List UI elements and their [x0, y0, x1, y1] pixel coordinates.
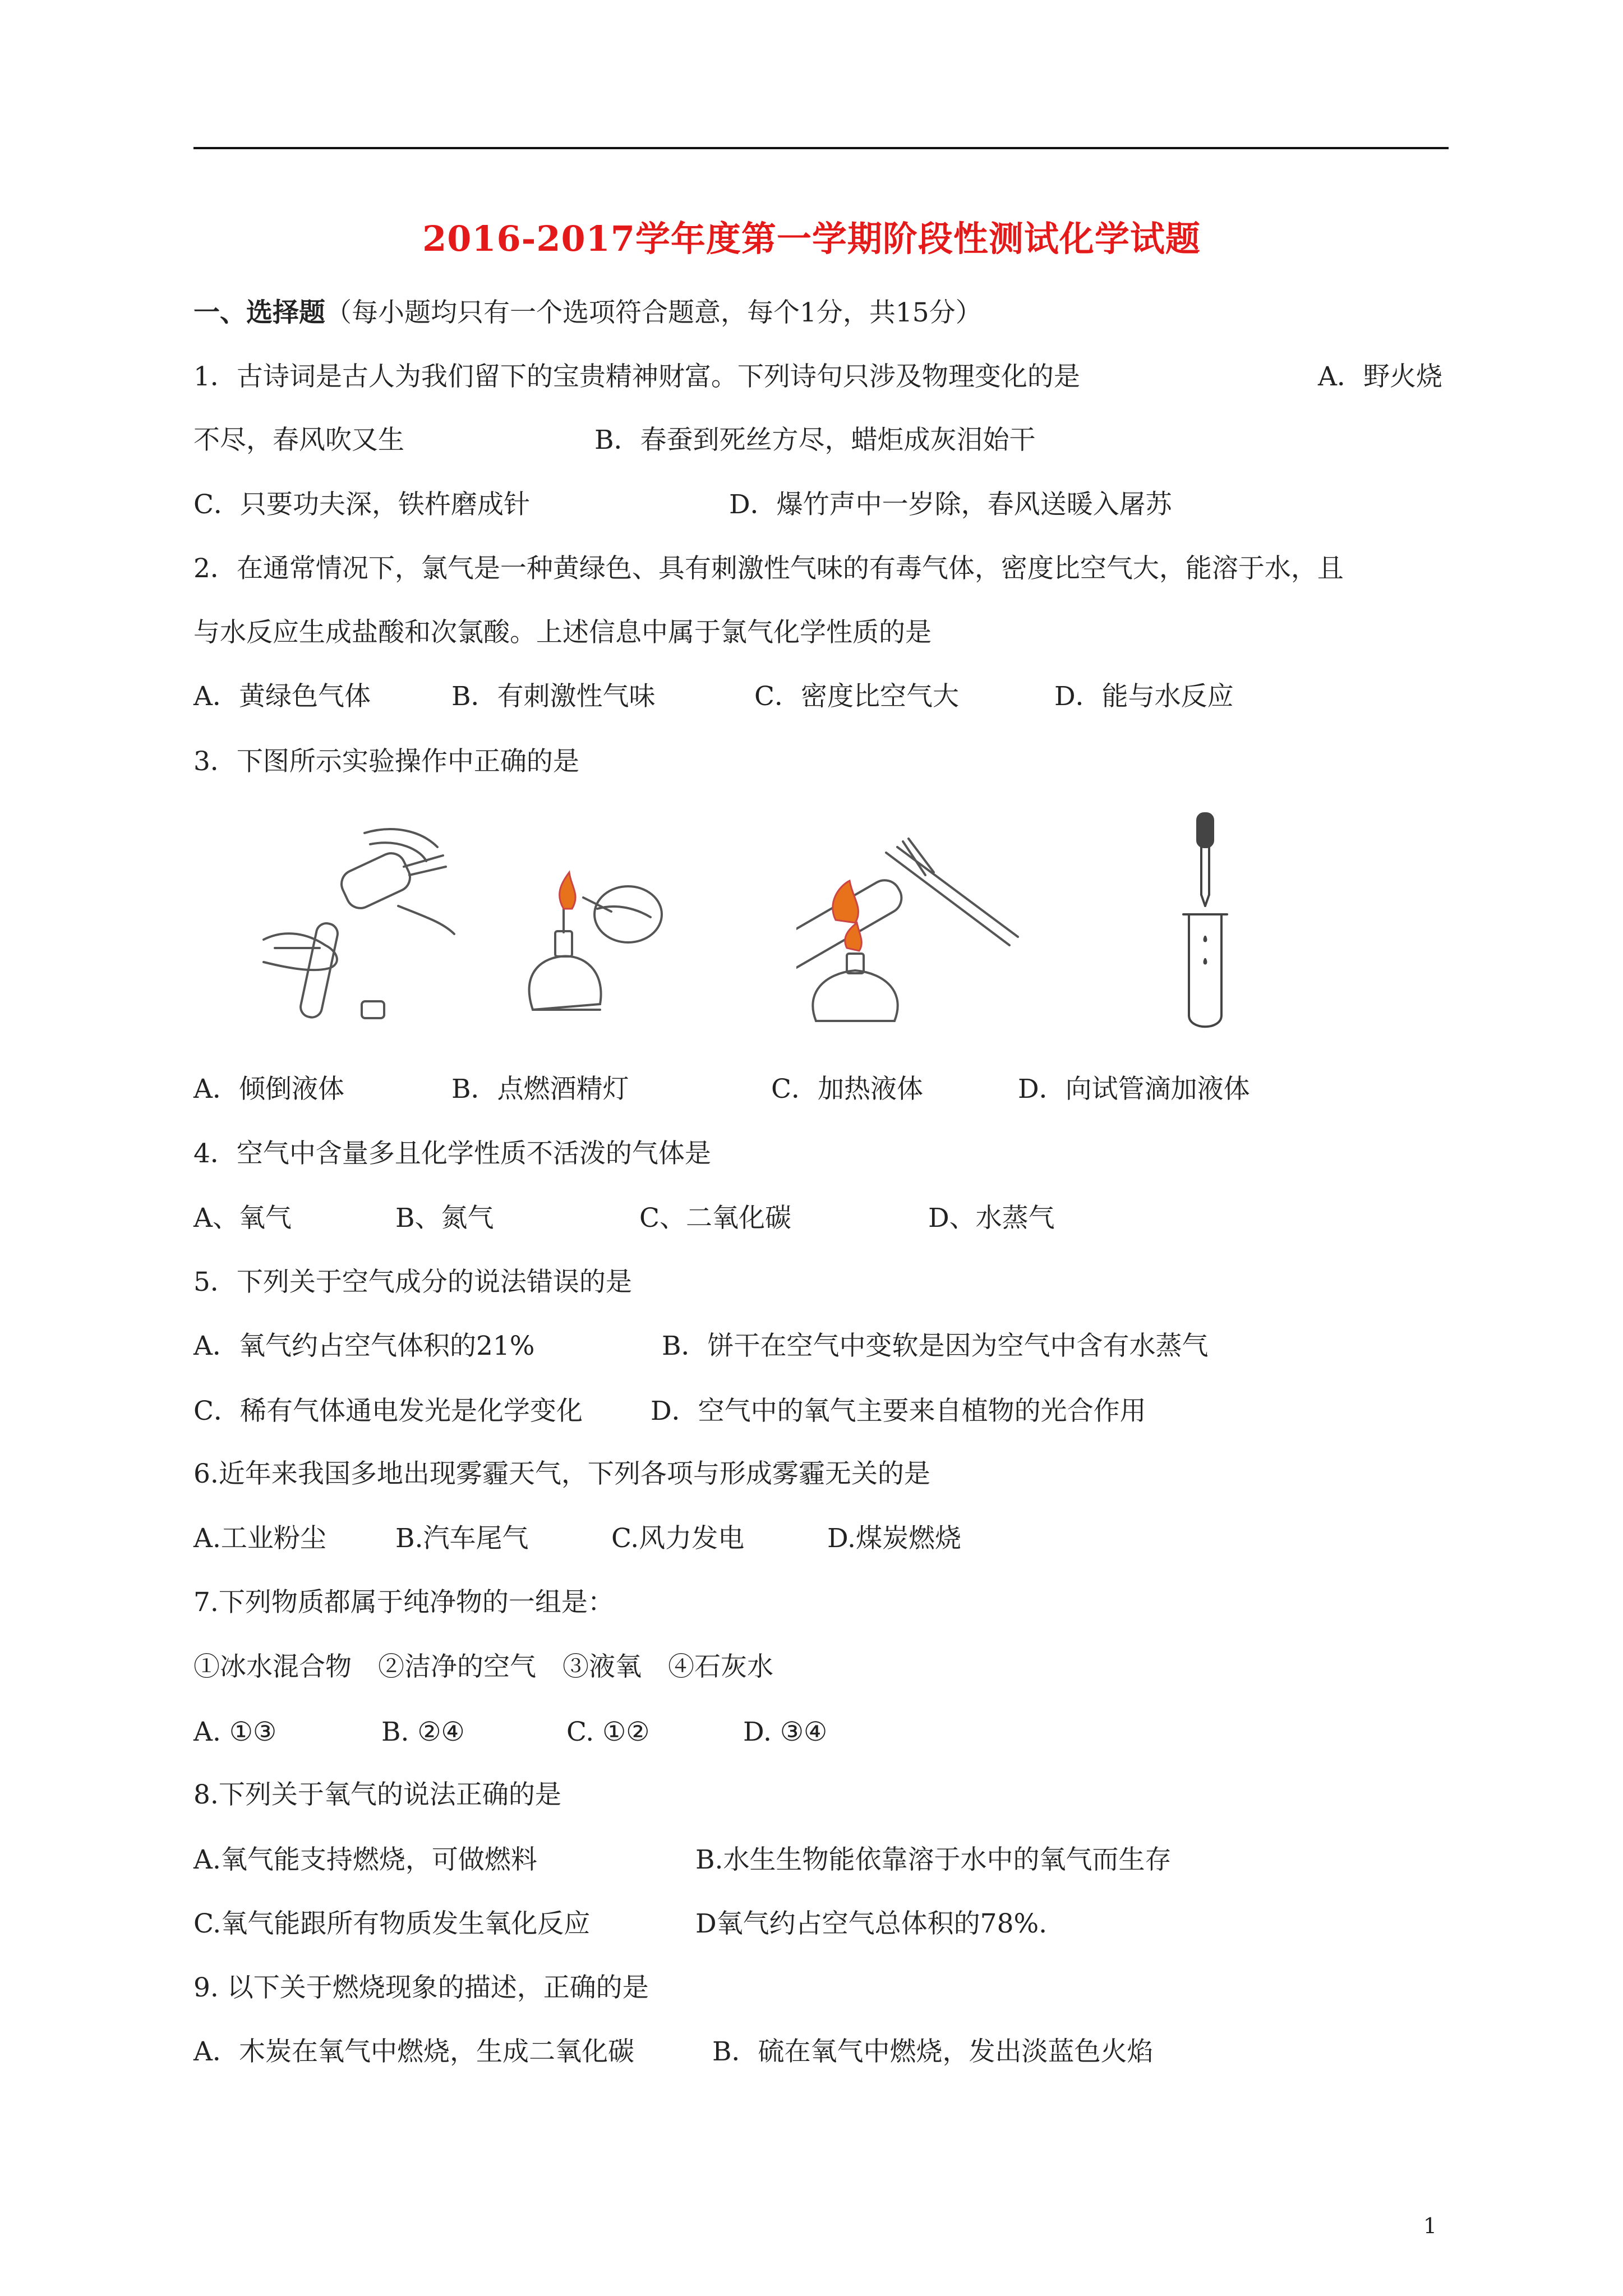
q5-option-c: C．稀有气体通电发光是化学变化	[193, 1396, 583, 1427]
q3-option-b: B．点燃酒精灯	[451, 1074, 629, 1105]
q1-option-a-cont: 不尽，春风吹又生	[193, 425, 404, 455]
q3-stem: 3．下图所示实验操作中正确的是	[193, 746, 579, 777]
q9-option-b: B．硫在氧气中燃烧，发出淡蓝色火焰	[712, 2036, 1154, 2067]
q6-option-b: B.汽车尾气	[395, 1523, 529, 1554]
q2-stem-line2: 与水反应生成盐酸和次氯酸。上述信息中属于氯气化学性质的是	[193, 617, 932, 648]
q9-stem: 9. 以下关于燃烧现象的描述，正确的是	[193, 1972, 649, 2003]
q4-stem: 4．空气中含量多且化学性质不活泼的气体是	[193, 1138, 711, 1169]
q1-option-d: D．爆竹声中一岁除，春风送暖入屠苏	[729, 489, 1172, 520]
q4-option-b: B、氮气	[395, 1203, 494, 1234]
q7-items: ①冰水混合物 ②洁净的空气 ③液氧 ④石灰水	[193, 1651, 773, 1682]
q6-stem: 6.近年来我国多地出现雾霾天气，下列各项与形成雾霾无关的是	[193, 1458, 930, 1489]
q5-option-b: B．饼干在空气中变软是因为空气中含有水蒸气	[662, 1331, 1209, 1361]
q8-stem: 8.下列关于氧气的说法正确的是	[193, 1779, 561, 1810]
q7-option-d: D. ③④	[743, 1717, 828, 1747]
section-heading	[193, 296, 982, 330]
q1-option-c: C．只要功夫深，铁杵磨成针	[193, 489, 530, 520]
section-label: 一、选择题	[193, 297, 325, 328]
q1-option-a: A．野火烧	[1318, 361, 1442, 392]
q8-option-a: A.氧气能支持燃烧，可做燃料	[193, 1844, 537, 1875]
figure-heating-liquid	[796, 830, 1021, 1032]
q3-option-d: D．向试管滴加液体	[1018, 1074, 1250, 1105]
q4-option-d: D、水蒸气	[928, 1203, 1055, 1234]
section-note: （每小题均只有一个选项符合题意，每个1分，共15分）	[325, 297, 982, 328]
q7-option-b: B. ②④	[381, 1717, 465, 1747]
q1-stem: 1．古诗词是古人为我们留下的宝贵精神财富。下列诗句只涉及物理变化的是	[193, 361, 1080, 392]
q2-option-b: B．有刺激性气味	[451, 681, 656, 712]
q2-option-c: C．密度比空气大	[754, 681, 959, 712]
figure-dropper	[1166, 811, 1245, 1032]
q1-option-b: B．春蚕到死丝方尽，蜡炬成灰泪始干	[594, 425, 1036, 455]
q9-option-a: A．木炭在氧气中燃烧，生成二氧化碳	[193, 2036, 634, 2067]
q2-option-d: D．能与水反应	[1054, 681, 1234, 712]
q6-option-d: D.煤炭燃烧	[827, 1523, 961, 1554]
q6-option-a: A.工业粉尘	[193, 1523, 326, 1554]
q8-option-b: B.水生生物能依靠溶于水中的氧气而生存	[695, 1844, 1172, 1875]
q7-option-a: A. ①③	[193, 1717, 277, 1747]
figure-pouring-liquid	[241, 822, 488, 1029]
q8-option-d: D氧气约占空气总体积的78%.	[695, 1908, 1048, 1939]
q3-option-a: A．倾倒液体	[193, 1074, 344, 1105]
q5-option-a: A．氧气约占空气体积的21%	[193, 1331, 535, 1361]
q3-option-c: C．加热液体	[771, 1074, 923, 1105]
q2-stem-line1: 2．在通常情况下，氯气是一种黄绿色、具有刺激性气味的有毒气体，密度比空气大，能溶于水，且	[193, 553, 1344, 584]
q5-stem: 5．下列关于空气成分的说法错误的是	[193, 1267, 632, 1297]
q4-option-c: C、二氧化碳	[639, 1203, 791, 1234]
q7-option-c: C. ①②	[566, 1717, 650, 1747]
q5-option-d: D．空气中的氧气主要来自植物的光合作用	[651, 1396, 1146, 1427]
header-rule	[193, 147, 1449, 149]
page-title: 2016-2017学年度第一学期阶段性测试化学试题	[422, 218, 1201, 259]
q6-option-c: C.风力发电	[611, 1523, 745, 1554]
q4-option-a: A、氧气	[193, 1203, 292, 1234]
page-number: 1	[1423, 2214, 1437, 2238]
figure-lighting-lamp	[499, 864, 684, 1032]
q8-option-c: C.氧气能跟所有物质发生氧化反应	[193, 1908, 591, 1939]
q7-stem: 7.下列物质都属于纯净物的一组是：	[193, 1587, 614, 1618]
q2-option-a: A．黄绿色气体	[193, 681, 371, 712]
